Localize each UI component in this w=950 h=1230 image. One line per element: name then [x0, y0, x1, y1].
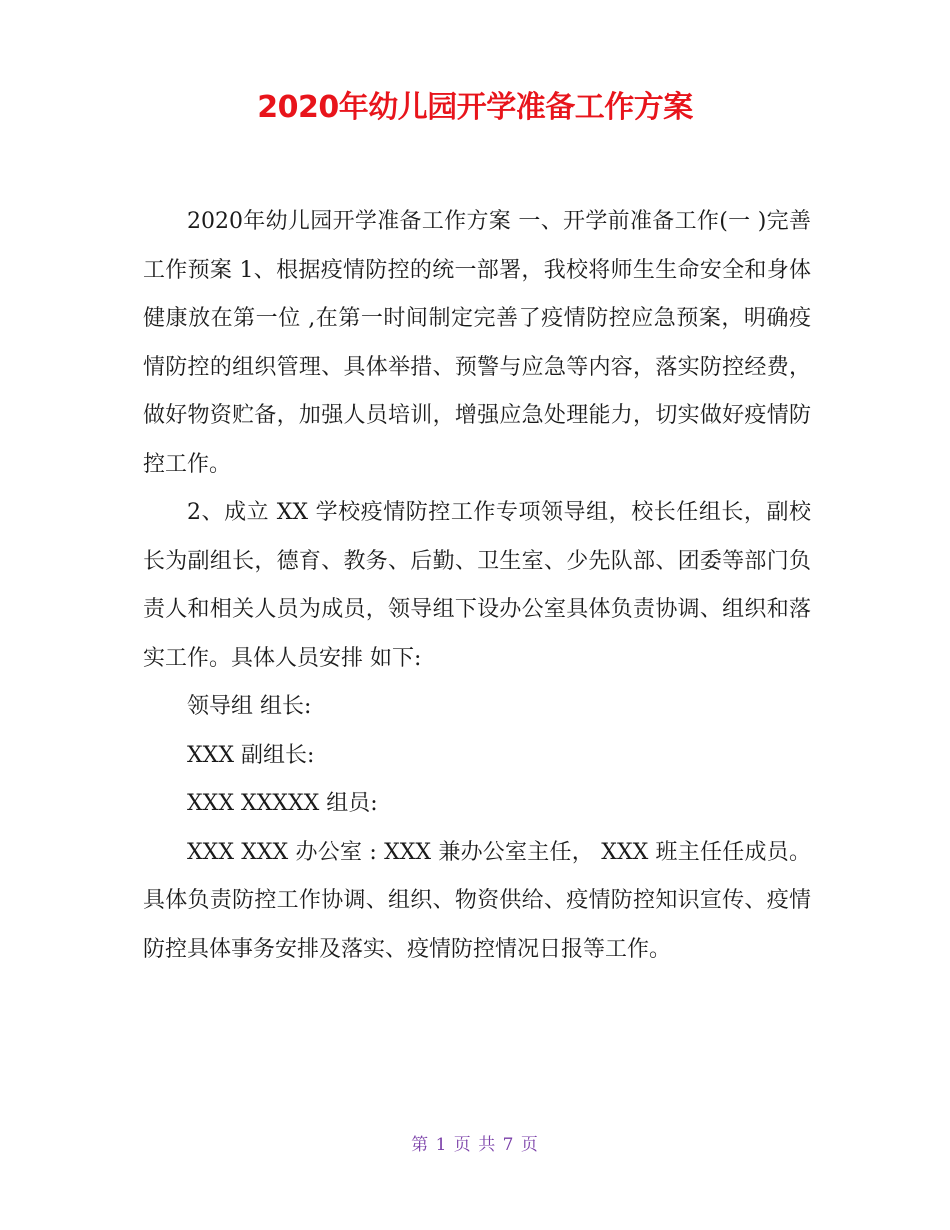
paragraph-leadership-group: 2、成立 XX 学校疫情防控工作专项领导组，校长任组长，副校长为副组长，德育、教务、后勤、卫生室、少先队部、团委等部门负责人和相关人员为成员，领导组下设办公室具体负责协调、组织和落实工作。具体人员安排 如下:	[143, 500, 811, 671]
document-body	[143, 198, 811, 974]
paragraph-members: XXX XXXXX 组员:	[187, 791, 378, 816]
paragraph-group-leader: 领导组 组长:	[187, 694, 312, 719]
paragraph-preparation-plan: 2020年幼儿园开学准备工作方案 一、开学前准备工作(一 )完善工作预案 1、根据疫情防控的统一部署，我校将师生生命安全和身体健康放在第一位 ,在第一时间制定完善了疫情防控应急预案，明确疫情防控的组织管理、具体举措、预警与应急等内容，落实防控经费，做好物资贮备，加强人员培训，增强应急处理能力，切实做好疫情防控工作。	[143, 209, 811, 477]
page-number-footer: 第 1 页 共 7 页	[411, 1135, 539, 1155]
paragraph-office: XXX XXX 办公室 : XXX 兼办公室主任， XXX 班主任任成员。具体负责防控工作协调、组织、物资供给、疫情防控知识宣传、疫情防控具体事务安排及落实、疫情防控情况日报等工作。	[143, 839, 811, 962]
document-title: 2020年幼儿园开学准备工作方案	[257, 90, 693, 125]
paragraph-deputy-leader: XXX 副组长:	[187, 742, 315, 768]
